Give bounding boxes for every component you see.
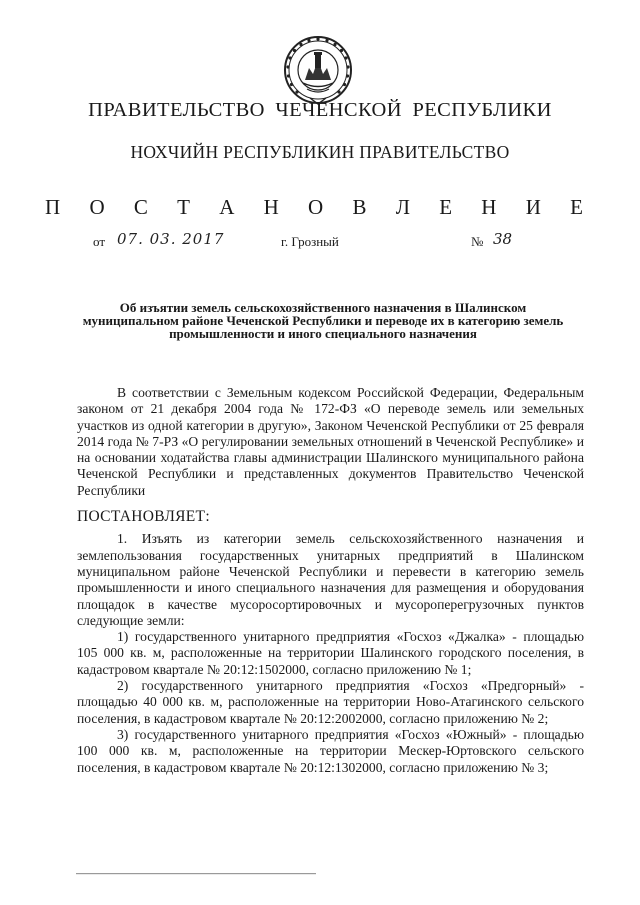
government-title: ПРАВИТЕЛЬСТВО ЧЕЧЕНСКОЙ РЕСПУБЛИКИ [88, 99, 552, 121]
number-label: № [471, 234, 484, 249]
item-1-paragraph: 1. Изъять из категории земель сельскохозяйственного назначения и землепользования государственных унитарных предприятий в Шалинском муниципальном районе Чеченской Республики и перевести в категорию земель промышленности и иного специального назначения для размещения и оборудования площадок в качестве мусоросортировочных и мусороперегрузочных пунктов следующие земли: [77, 531, 584, 628]
government-title-chechen: НОХЧИЙН РЕСПУБЛИКИН ПРАВИТЕЛЬСТВО [130, 142, 510, 162]
sub-item-2: 2) государственного унитарного предприятия «Госхоз «Предгорный» - площадью 40 000 кв. м, расположенные на территории Ново-Атагинского сельского поселения, в кадастровом квартале № 20:12:2002000, согласно приложению № 2; [77, 678, 584, 726]
document-date: 07. 03. 2017 [117, 230, 225, 248]
date-prefix: от [93, 234, 106, 249]
document-meta [0, 232, 640, 256]
document-body [77, 385, 584, 776]
document-type: П О С Т А Н О В Л Е Н И Е [45, 195, 595, 219]
sub-item-3: 3) государственного унитарного предприятия «Госхоз «Южный» - площадью 100 000 кв. м, расположенные на территории Мескер-Юртовского сельского поселения, в кадастровом квартале № 20:12:1302000, согласно приложению № 3; [77, 726, 584, 775]
sub-item-1: 1) государственного унитарного предприятия «Госхоз «Джалка» - площадью 105 000 кв. м, расположенные на территории Шалинского городского поселения, в кадастровом квартале № 20:12:1502000, согласно приложению № 1; [77, 629, 584, 677]
decree-heading: ПОСТАНОВЛЯЕТ: [77, 508, 210, 526]
document-city: г. Грозный [281, 234, 339, 249]
scan-footer-mark [76, 871, 316, 877]
coat-of-arms-emblem-icon [283, 34, 353, 106]
preamble-paragraph: В соответствии с Земельным кодексом Российской Федерации, Федеральным законом от 21 декабря 2004 года № 172-ФЗ «О переводе земель или земельных участков из одной категории в другую», Законом Чеченской Республики от 25 февраля 2014 года № 7-РЗ «О регулировании земельных отношений в Чеченской Республике» и на основании ходатайства главы администрации Шалинского муниципального района Чеченской Республики и представленных документов Правительство Чеченской Республики [77, 385, 584, 498]
document-number: 38 [493, 230, 513, 248]
document-title: Об изъятии земель сельскохозяйственного назначения в Шалинском муниципальном районе Чеченской Республики и переводе их в категорию земель промышленности и иного специального назначения [82, 300, 564, 341]
